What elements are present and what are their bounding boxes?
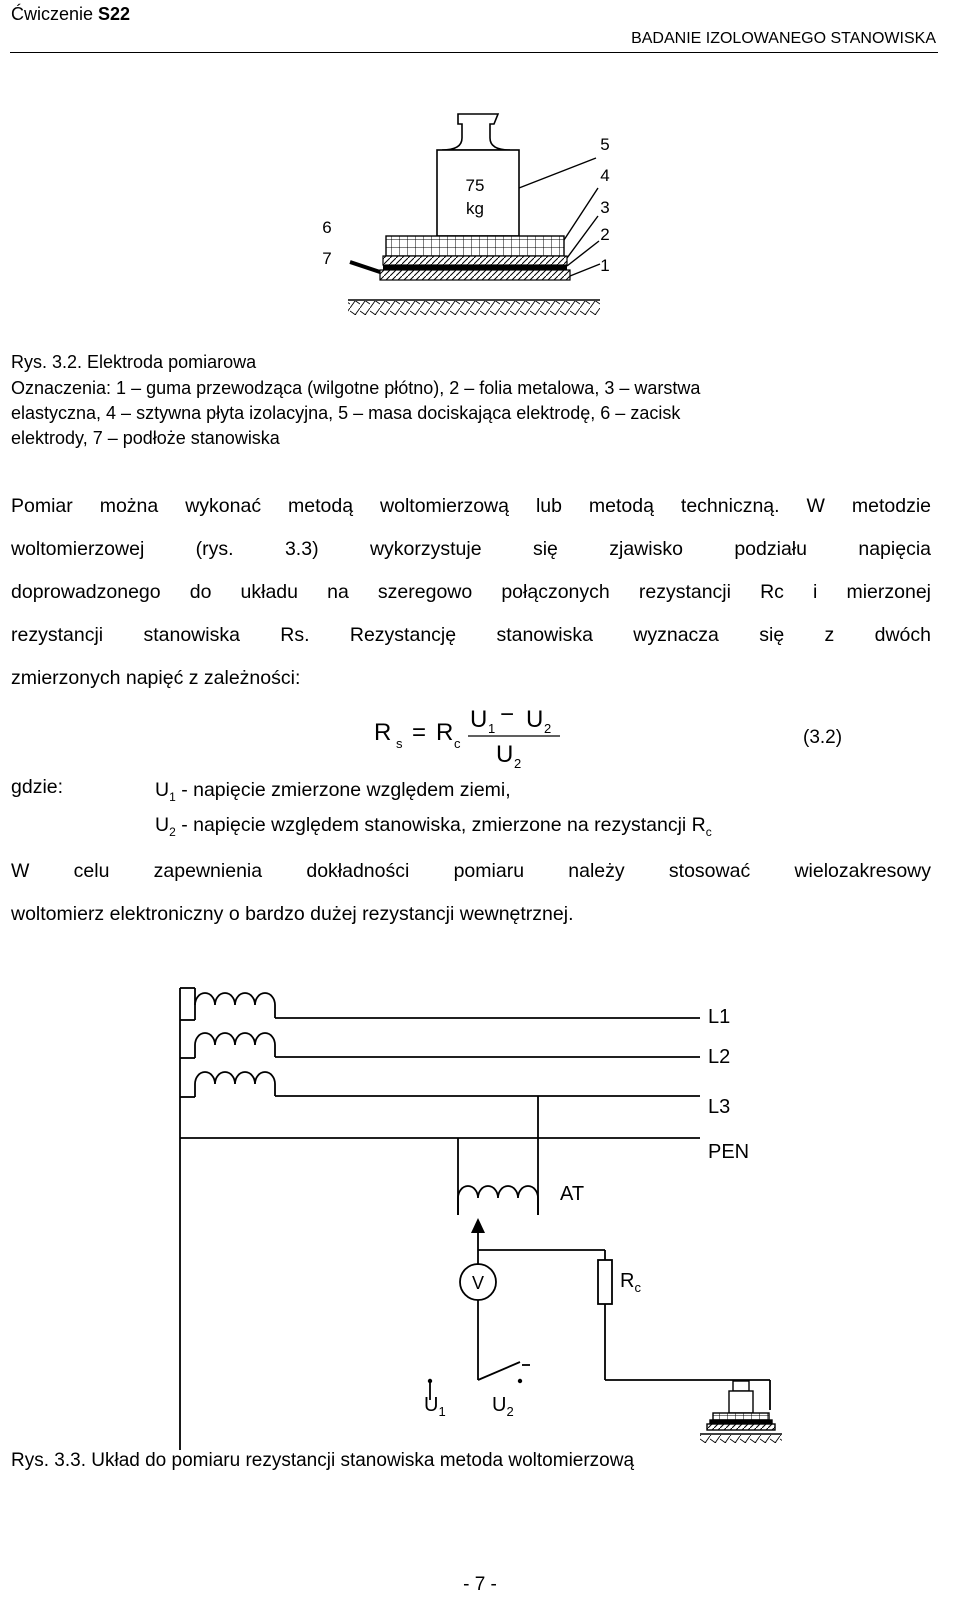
svg-text:U: U — [526, 706, 544, 733]
svg-text:U: U — [496, 741, 514, 768]
insulating-plate — [386, 236, 564, 256]
paragraph-line: rezystancji stanowiska Rs. Rezystancję stanowiska wyznacza się z dwóch — [11, 624, 931, 646]
coil-l1 — [195, 993, 275, 1020]
paragraph-line: woltomierz elektroniczny o bardzo dużej rezystancji wewnętrznej. — [11, 903, 574, 925]
formula-3-2 — [360, 696, 880, 770]
circuit-diagram — [0, 960, 960, 1450]
coil-l3 — [195, 1072, 275, 1097]
coil-l2 — [195, 1033, 275, 1058]
electrode-terminal — [350, 262, 380, 272]
definition-u1: $U_1$ - napięcie zmierzone względem ziemi, — [155, 779, 511, 804]
label-4: 4 — [600, 166, 610, 185]
legend-line: Oznaczenia: 1 – guma przewodząca (wilgotne płótno), 2 – folia metalowa, 3 – warstwa — [11, 378, 701, 398]
svg-text:R: R — [436, 719, 454, 746]
label-l2: L2 — [708, 1046, 731, 1068]
figure-3-3-caption: Rys. 3.3. Układ do pomiaru rezystancji stanowiska metoda woltomierzową — [11, 1450, 635, 1471]
definition-u2: $U_2$ - napięcie względem stanowiska, zmierzone na rezystancji $R_c$ — [155, 813, 712, 839]
label-3: 3 — [600, 198, 610, 217]
svg-text:U: U — [470, 706, 488, 733]
exercise-label: Ćwiczenie S22 — [11, 4, 131, 24]
label-5: 5 — [600, 135, 610, 154]
paragraph-line: doprowadzonego do układu na szeregowo połączonych rezystancji Rc i mierzonej — [11, 581, 931, 603]
voltmeter-label: V — [472, 1273, 485, 1293]
page-header-title: BADANIE IZOLOWANEGO STANOWISKA — [631, 30, 936, 47]
label-6: 6 — [322, 218, 332, 237]
paragraph-line: woltomierzowej (rys. 3.3) wykorzystuje się zjawisko podziału napięcia — [11, 538, 931, 560]
paragraph-line: Pomiar można wykonać metodą woltomierzową lub metodą techniczną. W metodzie — [11, 495, 931, 517]
svg-text:R: R — [374, 719, 392, 746]
mass-unit: kg — [466, 199, 484, 218]
svg-text:c: c — [454, 736, 461, 751]
label-u1: $U_1$ — [424, 1394, 446, 1419]
label-7: 7 — [322, 249, 332, 268]
floor-hatch — [348, 301, 600, 315]
legend-line: elektrody, 7 – podłoże stanowiska — [11, 428, 280, 448]
paragraph-voltmeter-note — [11, 850, 931, 936]
elastic-layer — [383, 256, 567, 265]
electrode-diagram — [0, 0, 960, 345]
label-l1: L1 — [708, 1006, 731, 1028]
label-l3: L3 — [708, 1096, 731, 1118]
label-u2: $U_2$ — [492, 1394, 514, 1419]
svg-text:=: = — [412, 719, 427, 746]
where-label: gdzie: — [11, 776, 64, 798]
svg-text:2: 2 — [544, 721, 552, 736]
figure-3-2-legend — [11, 376, 931, 451]
label-1: 1 — [600, 256, 610, 275]
svg-text:2: 2 — [514, 756, 522, 770]
mass-value: 75 — [465, 176, 485, 195]
paragraph-line: W celu zapewnienia dokładności pomiaru należy stosować wielozakresowy — [11, 860, 931, 882]
weight-handle — [442, 114, 510, 150]
label-2: 2 — [600, 225, 610, 244]
conductive-rubber — [380, 270, 570, 280]
figure-3-2-caption: Rys. 3.2. Elektroda pomiarowa — [11, 352, 257, 372]
label-rc: $R_c$ — [620, 1270, 641, 1295]
paragraph-voltmeter-method — [11, 485, 931, 700]
where-definitions — [155, 776, 712, 846]
svg-text:1: 1 — [488, 721, 496, 736]
svg-text:−: − — [500, 701, 515, 728]
paragraph-line: zmierzonych napięć z zależności: — [11, 667, 301, 689]
page-number: - 7 - — [463, 1574, 497, 1595]
svg-text:s: s — [396, 736, 403, 751]
metal-foil — [383, 265, 567, 270]
equation-number: (3.2) — [803, 727, 843, 748]
exercise-code: S22 — [98, 4, 131, 24]
label-pen: PEN — [708, 1141, 750, 1163]
label-at: AT — [560, 1183, 585, 1205]
legend-line: elastyczna, 4 – sztywna płyta izolacyjna, 5 – masa dociskająca elektrodę, 6 – zacisk — [11, 403, 681, 423]
